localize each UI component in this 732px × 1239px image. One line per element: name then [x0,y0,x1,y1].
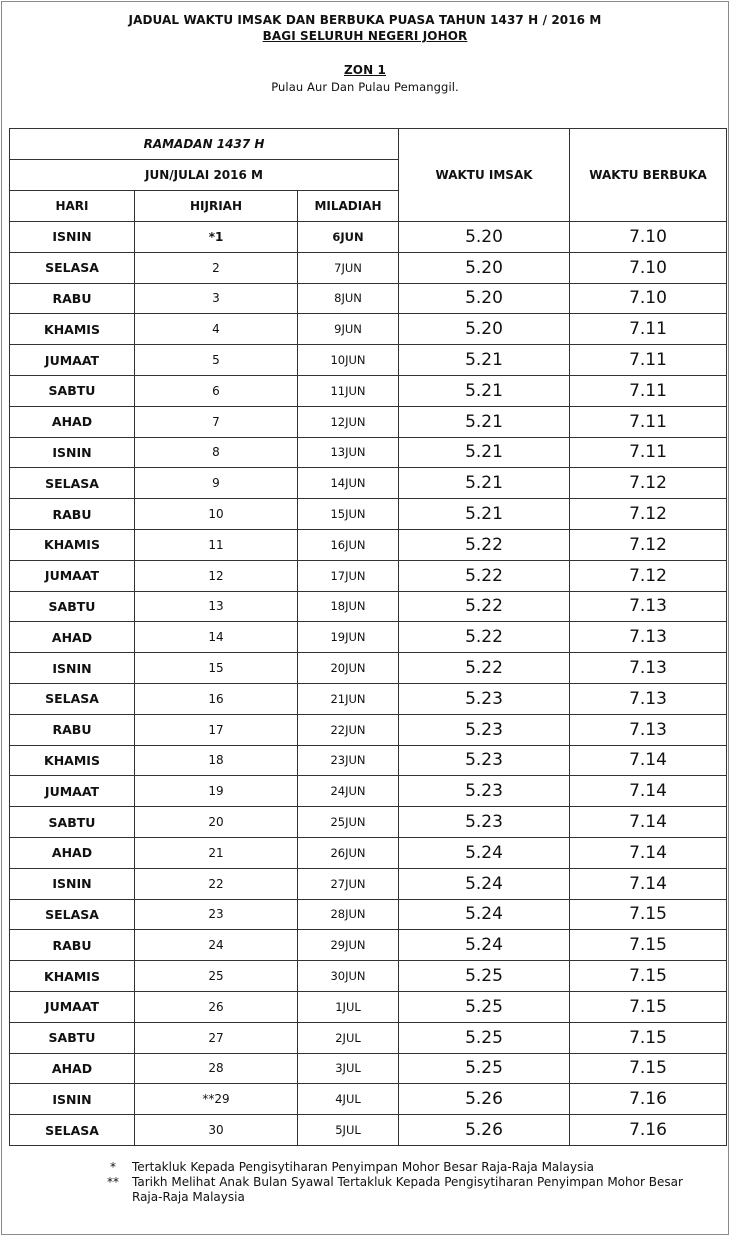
hijri-cell: 30 [135,1115,298,1146]
berbuka-time-cell: 7.10 [570,222,727,253]
miladi-cell: 9JUN [298,314,399,345]
miladi-cell: 14JUN [298,468,399,499]
miladi-cell: 16JUN [298,529,399,560]
imsak-time-cell: 5.21 [399,437,570,468]
hijri-cell: 5 [135,345,298,376]
table-row [10,930,727,961]
day-cell: SABTU [10,591,135,622]
hijri-cell: 15 [135,653,298,684]
miladi-cell: 8JUN [298,283,399,314]
table-row [10,345,727,376]
miladi-cell: 22JUN [298,714,399,745]
table-row [10,560,727,591]
hijri-cell: 4 [135,314,298,345]
berbuka-time-cell: 7.11 [570,437,727,468]
berbuka-time-cell: 7.15 [570,1053,727,1084]
hijri-cell: 24 [135,930,298,961]
day-cell: ISNIN [10,437,135,468]
day-cell: KHAMIS [10,314,135,345]
imsak-time-cell: 5.23 [399,745,570,776]
footnote [94,1175,714,1205]
imsak-time-cell: 5.21 [399,345,570,376]
day-cell: SELASA [10,899,135,930]
berbuka-time-cell: 7.14 [570,837,727,868]
miladi-header: MILADIAH [298,191,399,222]
imsak-header: WAKTU IMSAK [399,129,570,222]
table-row [10,991,727,1022]
miladi-cell: 26JUN [298,837,399,868]
day-cell: KHAMIS [10,961,135,992]
imsak-time-cell: 5.24 [399,899,570,930]
miladi-cell: 11JUN [298,375,399,406]
imsak-time-cell: 5.23 [399,776,570,807]
imsak-time-cell: 5.24 [399,930,570,961]
berbuka-time-cell: 7.13 [570,622,727,653]
day-cell: RABU [10,714,135,745]
miladi-cell: 12JUN [298,406,399,437]
imsak-time-cell: 5.25 [399,1053,570,1084]
imsak-time-cell: 5.26 [399,1084,570,1115]
day-cell: KHAMIS [10,529,135,560]
day-cell: ISNIN [10,653,135,684]
imsak-time-cell: 5.26 [399,1115,570,1146]
imsak-time-cell: 5.22 [399,591,570,622]
miladi-cell: 23JUN [298,745,399,776]
hijri-cell: 2 [135,252,298,283]
hijri-cell: *1 [135,222,298,253]
hijri-cell: 23 [135,899,298,930]
table-row [10,406,727,437]
hijri-cell: 27 [135,1022,298,1053]
table-row [10,683,727,714]
miladi-cell: 15JUN [298,499,399,530]
footnotes [94,1160,714,1205]
day-cell: JUMAAT [10,345,135,376]
miladi-cell: 1JUL [298,991,399,1022]
document-subtitle: BAGI SELURUH NEGERI JOHOR [262,29,468,43]
imsak-time-cell: 5.21 [399,406,570,437]
day-cell: RABU [10,283,135,314]
imsak-time-cell: 5.22 [399,653,570,684]
hijri-header: HIJRIAH [135,191,298,222]
ramadan-header: RAMADAN 1437 H [10,129,399,160]
miladi-cell: 7JUN [298,252,399,283]
day-cell: KHAMIS [10,745,135,776]
day-cell: JUMAAT [10,776,135,807]
miladi-cell: 10JUN [298,345,399,376]
miladi-cell: 19JUN [298,622,399,653]
table-row [10,776,727,807]
table-row [10,899,727,930]
day-cell: ISNIN [10,222,135,253]
berbuka-time-cell: 7.12 [570,468,727,499]
berbuka-time-cell: 7.11 [570,345,727,376]
berbuka-time-cell: 7.14 [570,745,727,776]
berbuka-time-cell: 7.16 [570,1084,727,1115]
hijri-cell: 10 [135,499,298,530]
imsak-time-cell: 5.25 [399,991,570,1022]
miladi-cell: 3JUL [298,1053,399,1084]
table-header-row [10,129,727,160]
imsak-time-cell: 5.20 [399,283,570,314]
berbuka-time-cell: 7.10 [570,283,727,314]
table-row [10,252,727,283]
table-row [10,1084,727,1115]
berbuka-time-cell: 7.11 [570,406,727,437]
hijri-cell: 22 [135,868,298,899]
imsak-time-cell: 5.22 [399,529,570,560]
imsak-time-cell: 5.24 [399,837,570,868]
day-cell: JUMAAT [10,991,135,1022]
zone-title: ZON 1 [344,63,386,77]
imsak-time-cell: 5.25 [399,961,570,992]
miladi-cell: 30JUN [298,961,399,992]
table-row [10,499,727,530]
day-cell: SELASA [10,683,135,714]
imsak-time-cell: 5.23 [399,807,570,838]
imsak-time-cell: 5.22 [399,622,570,653]
hijri-cell: 21 [135,837,298,868]
schedule-table-body [10,129,727,1146]
imsak-time-cell: 5.24 [399,868,570,899]
miladi-cell: 27JUN [298,868,399,899]
day-cell: JUMAAT [10,560,135,591]
day-cell: SABTU [10,1022,135,1053]
hijri-cell: 14 [135,622,298,653]
day-cell: SELASA [10,468,135,499]
table-row [10,591,727,622]
schedule-table [9,128,727,1146]
miladi-cell: 24JUN [298,776,399,807]
footnote-text: Tertakluk Kepada Pengisytiharan Penyimpan Mohor Besar Raja-Raja Malaysia [132,1160,595,1174]
berbuka-time-cell: 7.15 [570,961,727,992]
miladi-cell: 28JUN [298,899,399,930]
table-row [10,222,727,253]
miladi-cell: 21JUN [298,683,399,714]
berbuka-time-cell: 7.12 [570,560,727,591]
miladi-cell: 25JUN [298,807,399,838]
berbuka-time-cell: 7.13 [570,653,727,684]
miladi-cell: 18JUN [298,591,399,622]
day-cell: SELASA [10,1115,135,1146]
berbuka-time-cell: 7.11 [570,375,727,406]
table-row [10,961,727,992]
table-row [10,314,727,345]
day-cell: RABU [10,499,135,530]
day-cell: SELASA [10,252,135,283]
table-row [10,868,727,899]
hijri-cell: 25 [135,961,298,992]
table-row [10,283,727,314]
document-page [1,1,729,1235]
day-cell: AHAD [10,837,135,868]
table-row [10,1053,727,1084]
imsak-time-cell: 5.21 [399,375,570,406]
imsak-time-cell: 5.25 [399,1022,570,1053]
table-row [10,653,727,684]
footnote-mark: * [110,1160,116,1174]
zone-area: Pulau Aur Dan Pulau Pemanggil. [271,80,459,94]
hijri-cell: 26 [135,991,298,1022]
hijri-cell: 12 [135,560,298,591]
hijri-cell: 16 [135,683,298,714]
miladi-cell: 20JUN [298,653,399,684]
hijri-cell: 19 [135,776,298,807]
document-title: JADUAL WAKTU IMSAK DAN BERBUKA PUASA TAHUN 1437 H / 2016 M [128,13,602,27]
berbuka-time-cell: 7.10 [570,252,727,283]
berbuka-time-cell: 7.13 [570,714,727,745]
table-row [10,375,727,406]
day-cell: RABU [10,930,135,961]
month-header: JUN/JULAI 2016 M [10,160,399,191]
berbuka-time-cell: 7.14 [570,807,727,838]
berbuka-time-cell: 7.14 [570,776,727,807]
miladi-cell: 4JUL [298,1084,399,1115]
hijri-cell: 20 [135,807,298,838]
day-header: HARI [10,191,135,222]
berbuka-time-cell: 7.15 [570,899,727,930]
day-cell: AHAD [10,1053,135,1084]
hijri-cell: 28 [135,1053,298,1084]
hijri-cell: 3 [135,283,298,314]
table-row [10,622,727,653]
table-row [10,468,727,499]
footnote [94,1160,714,1175]
berbuka-time-cell: 7.15 [570,930,727,961]
miladi-cell: 17JUN [298,560,399,591]
day-cell: AHAD [10,406,135,437]
table-row [10,1115,727,1146]
berbuka-time-cell: 7.15 [570,991,727,1022]
table-row [10,1022,727,1053]
footnote-mark: ** [107,1175,119,1189]
hijri-cell: 17 [135,714,298,745]
day-cell: SABTU [10,807,135,838]
miladi-cell: 2JUL [298,1022,399,1053]
footnote-text: Tarikh Melihat Anak Bulan Syawal Tertakluk Kepada Pengisytiharan Penyimpan Mohor Besar Raja-Raja Malaysia [132,1175,683,1204]
day-cell: ISNIN [10,1084,135,1115]
miladi-cell: 29JUN [298,930,399,961]
table-row [10,745,727,776]
imsak-time-cell: 5.22 [399,560,570,591]
day-cell: AHAD [10,622,135,653]
berbuka-time-cell: 7.16 [570,1115,727,1146]
berbuka-time-cell: 7.13 [570,591,727,622]
imsak-time-cell: 5.20 [399,314,570,345]
hijri-cell: **29 [135,1084,298,1115]
berbuka-header: WAKTU BERBUKA [570,129,727,222]
hijri-cell: 9 [135,468,298,499]
day-cell: SABTU [10,375,135,406]
hijri-cell: 8 [135,437,298,468]
imsak-time-cell: 5.21 [399,468,570,499]
berbuka-time-cell: 7.15 [570,1022,727,1053]
hijri-cell: 7 [135,406,298,437]
hijri-cell: 11 [135,529,298,560]
berbuka-time-cell: 7.13 [570,683,727,714]
table-row [10,437,727,468]
berbuka-time-cell: 7.11 [570,314,727,345]
imsak-time-cell: 5.20 [399,252,570,283]
imsak-time-cell: 5.23 [399,683,570,714]
hijri-cell: 13 [135,591,298,622]
berbuka-time-cell: 7.12 [570,529,727,560]
miladi-cell: 13JUN [298,437,399,468]
table-row [10,807,727,838]
table-row [10,529,727,560]
table-row [10,714,727,745]
imsak-time-cell: 5.21 [399,499,570,530]
day-cell: ISNIN [10,868,135,899]
berbuka-time-cell: 7.14 [570,868,727,899]
miladi-cell: 6JUN [298,222,399,253]
table-row [10,837,727,868]
imsak-time-cell: 5.23 [399,714,570,745]
hijri-cell: 6 [135,375,298,406]
imsak-time-cell: 5.20 [399,222,570,253]
miladi-cell: 5JUL [298,1115,399,1146]
hijri-cell: 18 [135,745,298,776]
berbuka-time-cell: 7.12 [570,499,727,530]
